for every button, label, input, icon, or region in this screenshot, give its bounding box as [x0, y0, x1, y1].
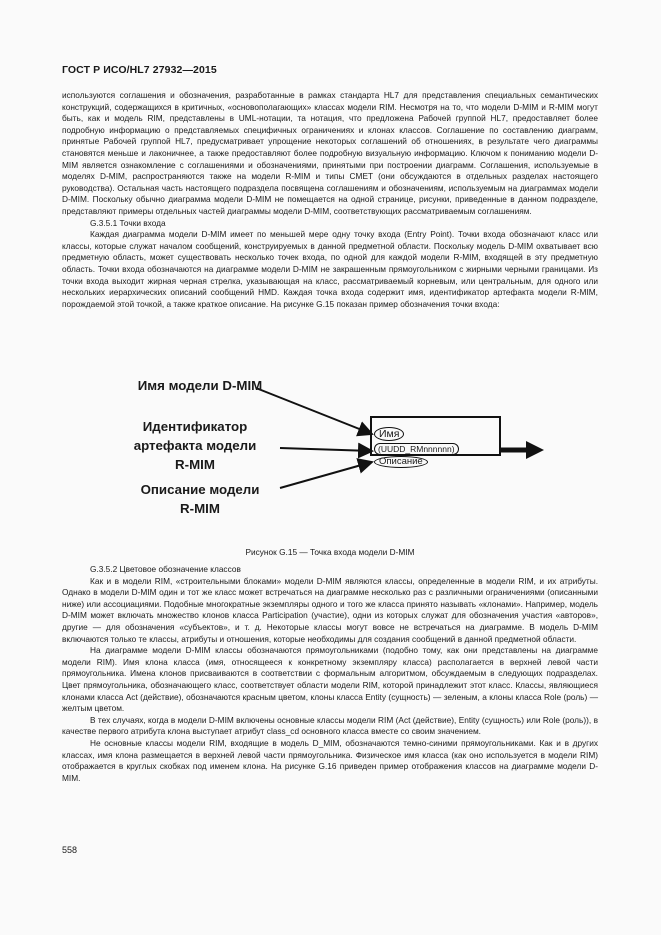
paragraph: Как и в модели RIM, «строительными блоками» модели D-MIM являются классы, определенные в модели RIM, и их атрибуты. Однако в модели D-MIM один и тот же класс может встречаться на диаграмме несколько раз с различными ограничениями (описанными ниже) или ассоциациями. Подобные многократные экземпляры одного и того же класса принято называть «клонами». Например, модель D-MIM может включать множество клонов класса Participation (участие), одни из которых служат для обозначения участия «авторов», другие — для обозначения «субъектов», и т. д. Некоторые классы могут вовсе не встречаться на диаграмме. В модель D-MIM включаются только те классы, атрибуты и отношения, которые необходимы для создания сообщений в данной предметной области.	[62, 575, 598, 644]
figure-entry-point	[100, 370, 570, 520]
entry-point-box	[370, 416, 501, 467]
arrow-desc-pointer	[280, 462, 372, 488]
label-model-description-line: R-MIM	[180, 501, 220, 516]
label-model-description-line: Описание модели	[140, 482, 260, 497]
figure-caption: Рисунок G.15 — Точка входа модели D-MIM	[245, 547, 415, 557]
label-artifact-id-line: артефакта модели	[133, 438, 257, 453]
label-artifact-id-line: Идентификатор	[142, 419, 248, 434]
paragraph: G.3.5.1 Точки входа	[90, 217, 166, 228]
paragraph: На диаграмме модели D-MIM классы обозначаются прямоугольниками (подобно тому, как они представлены на диаграмме модели RIM). Имя клона класса (имя, относящееся к конкретному экземпляру класса) располагается в верхней левой части прямоугольника. Имена клонов присваиваются в соответствии с формальным алгоритмом, обсуждаемым в следующих подразделах. Цвет прямоугольника, обозначающего класс, соответствует области модели RIM, которой принадлежит этот класс. Классы, являющиеся клонами класса Act (действие), обозначаются красным цветом, клоны класса Entity (сущность) — зеленым, а клоны класса Role (роль) — желтым цветом.	[62, 645, 598, 714]
entry-id-label: (UUDD_RMnnnnnn)	[374, 443, 459, 455]
paragraph: используются соглашения и обозначения, разработанные в рамках стандарта HL7 для представления специальных семантических конструкций, содержащихся в критичных, «основополагающих» классах модели RIM. Несмотря на то, что модели D-MIM и R-MIM могут быть, как и модель RIM, представлены в UML-нотации, та нотация, что предложена Рабочей группой HL7, предоставляет более подробную информацию о представляемых специфичных ограничениях и клонах классов. Соглашение по составлению диаграмм, принятые Рабочей группой HL7, предусматривает упрощение некоторых соглашений об отношениях, в результате чего диаграммы становятся меньше и лаконичнее, а также предоставляют более подробную визуальную информацию. Ключом к пониманию модели D-MIM является ознакомление с соглашениями и обозначениями, принятыми при построении диаграмм. Соглашения, используемые в моделях D-MIM, распространяются также на модели R-MIM и типы CMET (они обсуждаются в отдельных разделах настоящего руководства). Остальная часть настоящего подраздела посвящена соглашениям и обозначениям, используемым на диаграммах модели D-MIM. Поскольку обычно диаграмма модели D-MIM не помещается на одной странице, рисунки, приведенные в данном подразделе, представляют примеры отдельных частей диаграммы модели D-MIM, соответствующих рассматриваемым соглашениям.	[62, 90, 598, 216]
text-block-1	[62, 90, 598, 310]
arrow-id-pointer	[280, 448, 372, 451]
paragraph: Каждая диаграмма модели D-MIM имеет по меньшей мере одну точку входа (Entry Point). Точки входа обозначают класс или классы, которые служат началом сообщений, конструируемых в данной предметной области. Поскольку модель D-MIM охватывает всю предметную область, может существовать несколько точек входа, по одной для каждой модели R-MIM, входящей в эту предметную область. Точки входа обозначаются на диаграмме модели D-MIM не закрашенным прямоугольником с жирными черными границами. Из точки входа выходит жирная черная стрелка, указывающая на класс, рассматриваемый корневым, или центральным, для одного или нескольких иерархических описаний сообщений HMD. Каждая точка входа содержит имя, идентификатор артефакта модели R-MIM, порождаемой этой точкой, а также краткое описание. На рисунке G.15 показан пример обозначения точки входа:	[62, 229, 598, 309]
paragraph: G.3.5.2 Цветовое обозначение классов	[90, 564, 241, 574]
entry-name-oval: Имя	[374, 427, 404, 441]
text-block-2	[62, 564, 598, 784]
page-number: 558	[62, 845, 78, 855]
label-artifact-id	[116, 417, 274, 474]
standard-header: ГОСТ Р ИСО/HL7 27932—2015	[62, 64, 217, 76]
label-artifact-id-line: R-MIM	[175, 457, 215, 472]
label-model-name: Имя модели D-MIM	[137, 378, 263, 393]
label-model-description	[126, 480, 274, 518]
entry-point-arrow-head	[526, 441, 544, 459]
entry-description-oval: Описание	[374, 456, 428, 468]
paragraph: Не основные классы модели RIM, входящие в модель D_MIM, обозначаются темно-синими прямоугольниками. Как и в других классах, имя клона размещается в верхней левой части прямоугольника. Физическое имя класса (как оно используется в модели RIM) отображается в круглых скобках под именем клона. На рисунке G.16 приведен пример отображения классов на диаграмме модели D-MIM.	[62, 737, 598, 783]
paragraph: В тех случаях, когда в модели D-MIM включены основные классы модели RIM (Act (действие), Entity (сущность) или Role (роль)), в качестве первого атрибута клона выступает атрибут class_cd основного класса вместе со своим значением.	[62, 714, 598, 737]
